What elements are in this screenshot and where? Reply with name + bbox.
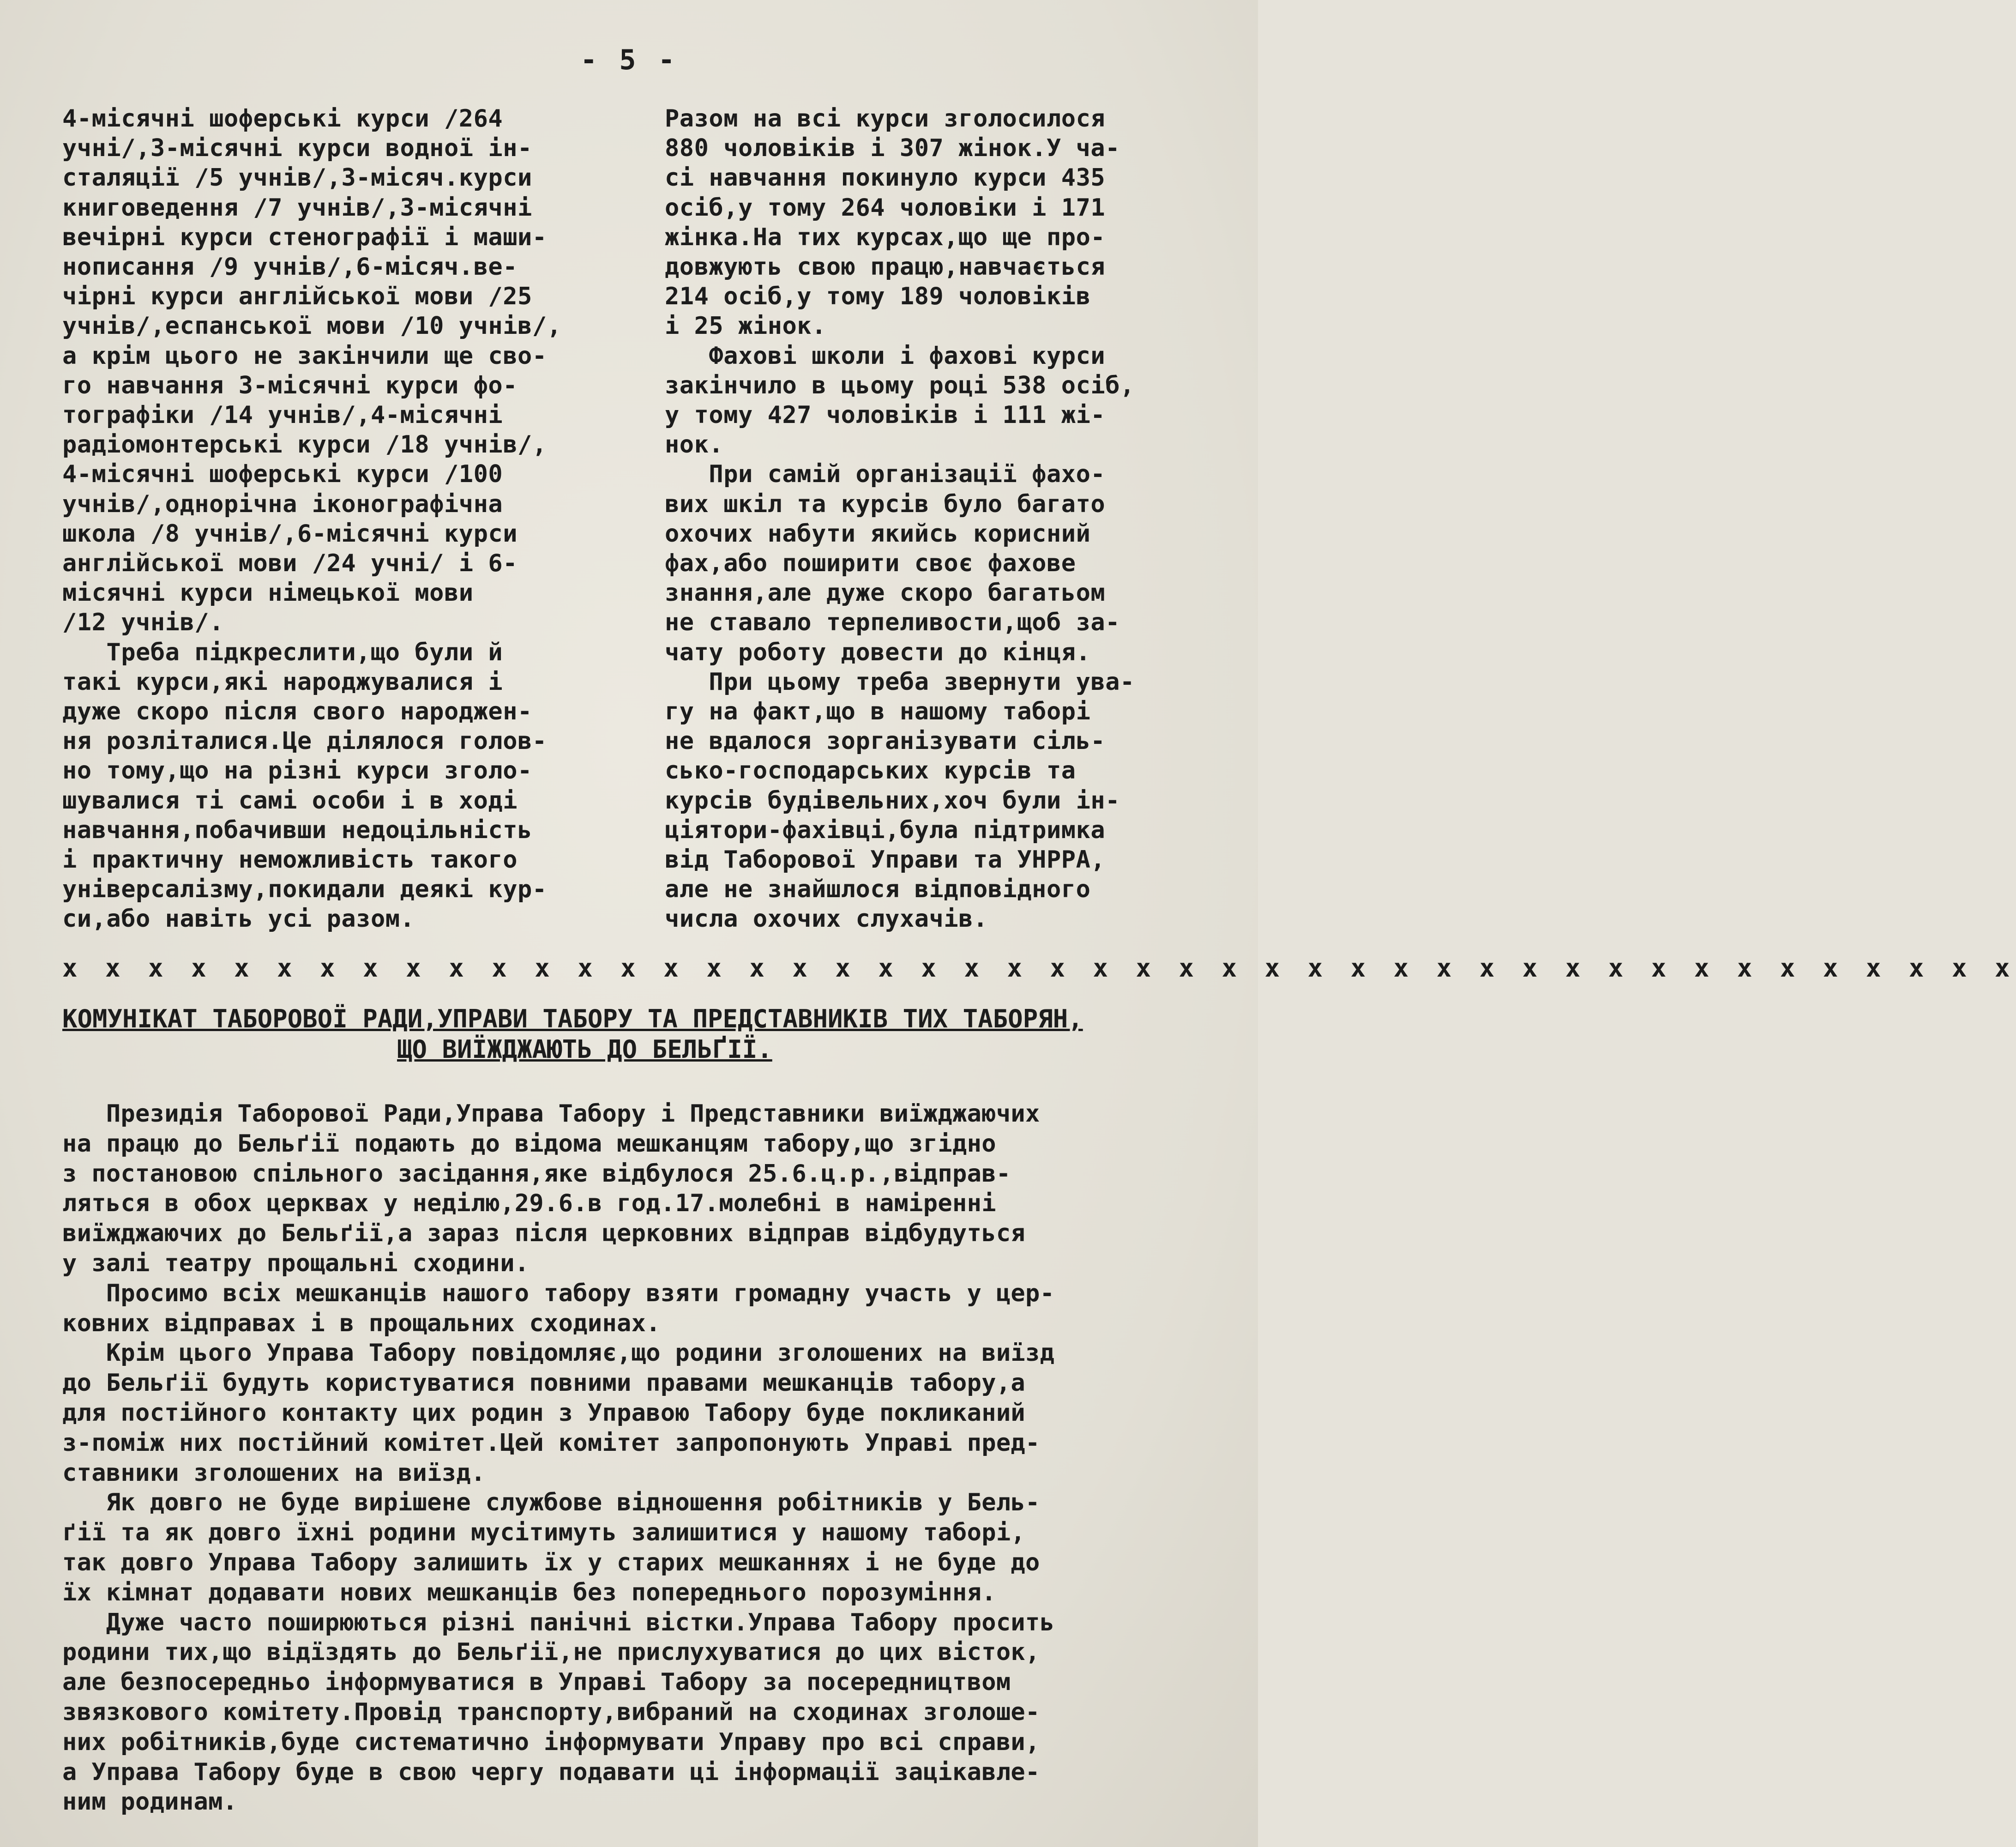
communique-headline-line2: ЩО ВИЇЖДЖАЮТЬ ДО БЕЛЬҐІЇ. <box>397 1035 772 1064</box>
communique-headline-line1: КОМУНІКАТ ТАБОРОВОЇ РАДИ,УПРАВИ ТАБОРУ ТА ПРЕДСТАВНИКІВ ТИХ ТАБОРЯН, <box>62 1004 1083 1033</box>
left-column-text: 4-місячні шоферські курси /264 учні/,3-місячні курси водної ін- сталяції /5 учнів/,3-місяч.курси книговедення /7 учнів/,3-місячні вечірні курси стенографії і маши- нописання /9 учнів/,6-місяч.ве- чірні курси англійської мови /25 учнів/,еспанської мови /10 учнів/, а крім цього не закінчили ще сво- го навчання 3-місячні курси фо- тографіки /14 учнів/,4-місячні радіомонтерські курси /18 учнів/, 4-місячні шоферські курси /100 учнів/,однорічна іконографічна школа /8 учнів/,6-місячні курси англійської мови /24 учні/ і 6- місячні курси німецької мови /12 учнів/. Треба підкреслити,що були й такі курси,які народжувалися і дуже скоро після свого народжен- ня розліталися.Це ділялося голов- но тому,що на різні курси зголо- шувалися ті самі особи і в ході навчання,побачивши недоцільність і практичну неможливість такого універсалізму,покидали деякі кур- си,або навіть усі разом. <box>62 105 562 933</box>
separator-line: x x x x x x x x x x x x x x x x x x x x x x x x x x x x x x x x x x x x x x x x x x x x x x <box>62 954 2016 983</box>
right-column-text: Разом на всі курси зголосилося 880 чоловіків і 307 жінок.У ча- сі навчання покинуло курси 435 осіб,у тому 264 чоловіки і 171 жінка.На тих курсах,що ще про- довжують свою працю,навчається 214 осіб,у тому 189 чоловіків і 25 жінок. Фахові школи і фахові курси закінчило в цьому році 538 осіб, у тому 427 чоловіків і 111 жі- нок. При самій організації фахо- вих шкіл та курсів було багато охочих набути якийсь корисний фах,або поширити своє фахове знання,але дуже скоро багатьом не ставало терпеливости,щоб за- чату роботу довести до кінця. При цьому треба звернути ува- гу на факт,що в нашому таборі не вдалося зорганізувати сіль- сько-господарських курсів та курсів будівельних,хоч були ін- ціятори-фахівці,була підтримка від Таборової Управи та УНРРА, але не знайшлося відповідного числа охочих слухачів. <box>665 105 1135 933</box>
page-number: - 5 - <box>580 44 678 76</box>
communique-body: Президія Таборової Ради,Управа Табору і Представники виїжджаючих на працю до Бельґії подають до відома мешканцям табору,що згідно з постановою спільного засідання,яке відбулося 25.6.ц.р.,відправ- ляться в обох церквах у неділю,29.6.в год.17.молебні в наміренні виїжджаючих до Бельґії,а зараз після церковних відправ відбудуться у залі театру прощальні сходини. Просимо всіх мешканців нашого табору взяти громадну участь у цер- ковних відправах і в прощальних сходинах. Крім цього Управа Табору повідомляє,що родини зголошених на виїзд до Бельґії будуть користуватися повними правами мешканців табору,а для постійного контакту цих родин з Управою Табору буде покликаний з-поміж них постійний комітет.Цей комітет запропонують Управі пред- ставники зголошених на виїзд. Як довго не буде вирішене службове відношення робітників у Бель- ґії та як довго їхні родини мусітимуть залишитися у нашому таборі, так довго Управа Табору залишить їх у старих мешканнях і не буде до їх кімнат додавати нових мешканців без попереднього порозуміння. Дуже часто поширюються різні панічні вістки.Управа Табору просить родини тих,що відїздять до Бельґії,не прислухуватися до цих вісток, але безпосередньо інформуватися в Управі Табору за посередництвом звязкового комітету.Провід транспорту,вибраний на сходинах зголоше- них робітників,буде систематично інформувати Управу про всі справи, а Управа Табору буде в свою чергу подавати ці інформації зацікавле- ним родинам. <box>62 1100 1055 1816</box>
